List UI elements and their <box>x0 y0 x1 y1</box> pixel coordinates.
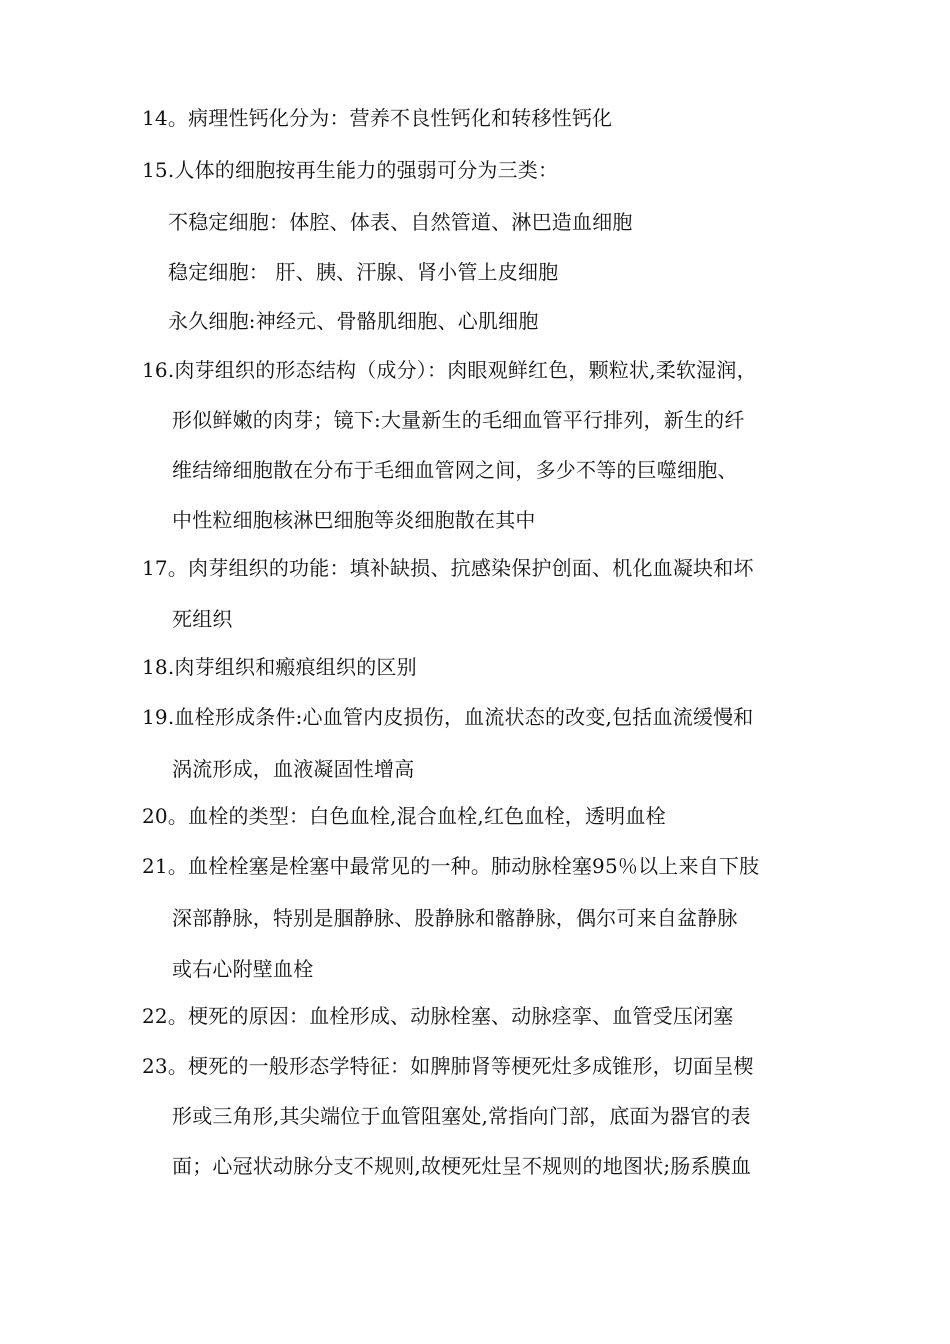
item-21-line-1: 21。血栓栓塞是栓塞中最常见的一种。肺动脉栓塞95％以上来自下肢 <box>142 854 760 878</box>
item-21-line-2: 深部静脉，特别是腘静脉、股静脉和髂静脉，偶尔可来自盆静脉 <box>172 906 738 930</box>
item-23-line-3: 面；心冠状动脉分支不规则,故梗死灶呈不规则的地图状;肠系膜血 <box>172 1154 752 1178</box>
stable-cells-line: 稳定细胞： 肝、胰、汗腺、肾小管上皮细胞 <box>168 260 559 284</box>
item-22-line: 22。梗死的原因：血栓形成、动脉栓塞、动脉痉挛、血管受压闭塞 <box>142 1004 734 1028</box>
item-16-line-1: 16.肉芽组织的形态结构（成分）：肉眼观鲜红色，颗粒状,柔软湿润， <box>142 358 757 382</box>
item-16-line-3: 维结缔细胞散在分布于毛细血管网之间，多少不等的巨噬细胞、 <box>172 458 738 482</box>
item-20-line: 20。血栓的类型：白色血栓,混合血栓,红色血栓，透明血栓 <box>142 804 666 828</box>
unstable-cells-line: 不稳定细胞：体腔、体表、自然管道、淋巴造血细胞 <box>168 210 633 234</box>
item-19-line-1: 19.血栓形成条件:心血管内皮损伤，血流状态的改变,包括血流缓慢和 <box>142 705 754 729</box>
item-14-line: 14。病理性钙化分为：营养不良性钙化和转移性钙化 <box>142 106 613 130</box>
item-21-line-3: 或右心附壁血栓 <box>172 957 314 981</box>
item-16-line-2: 形似鲜嫩的肉芽；镜下:大量新生的毛细血管平行排列，新生的纤 <box>172 408 745 432</box>
item-19-line-2: 涡流形成，血液凝固性增高 <box>172 757 415 781</box>
item-17-line-1: 17。肉芽组织的功能：填补缺损、抗感染保护创面、机化血凝块和坏 <box>142 556 754 580</box>
item-23-line-1: 23。梗死的一般形态学特征：如脾肺肾等梗死灶多成锥形，切面呈楔 <box>142 1054 754 1078</box>
item-17-line-2: 死组织 <box>172 607 233 631</box>
permanent-cells-line: 永久细胞:神经元、骨骼肌细胞、心肌细胞 <box>168 309 539 333</box>
item-18-line: 18.肉芽组织和瘢痕组织的区别 <box>142 655 417 679</box>
item-23-line-2: 形或三角形,其尖端位于血管阻塞处,常指向门部，底面为器官的表 <box>172 1104 751 1128</box>
item-16-line-4: 中性粒细胞核淋巴细胞等炎细胞散在其中 <box>172 508 536 532</box>
item-15-line: 15.人体的细胞按再生能力的强弱可分为三类： <box>142 158 559 182</box>
